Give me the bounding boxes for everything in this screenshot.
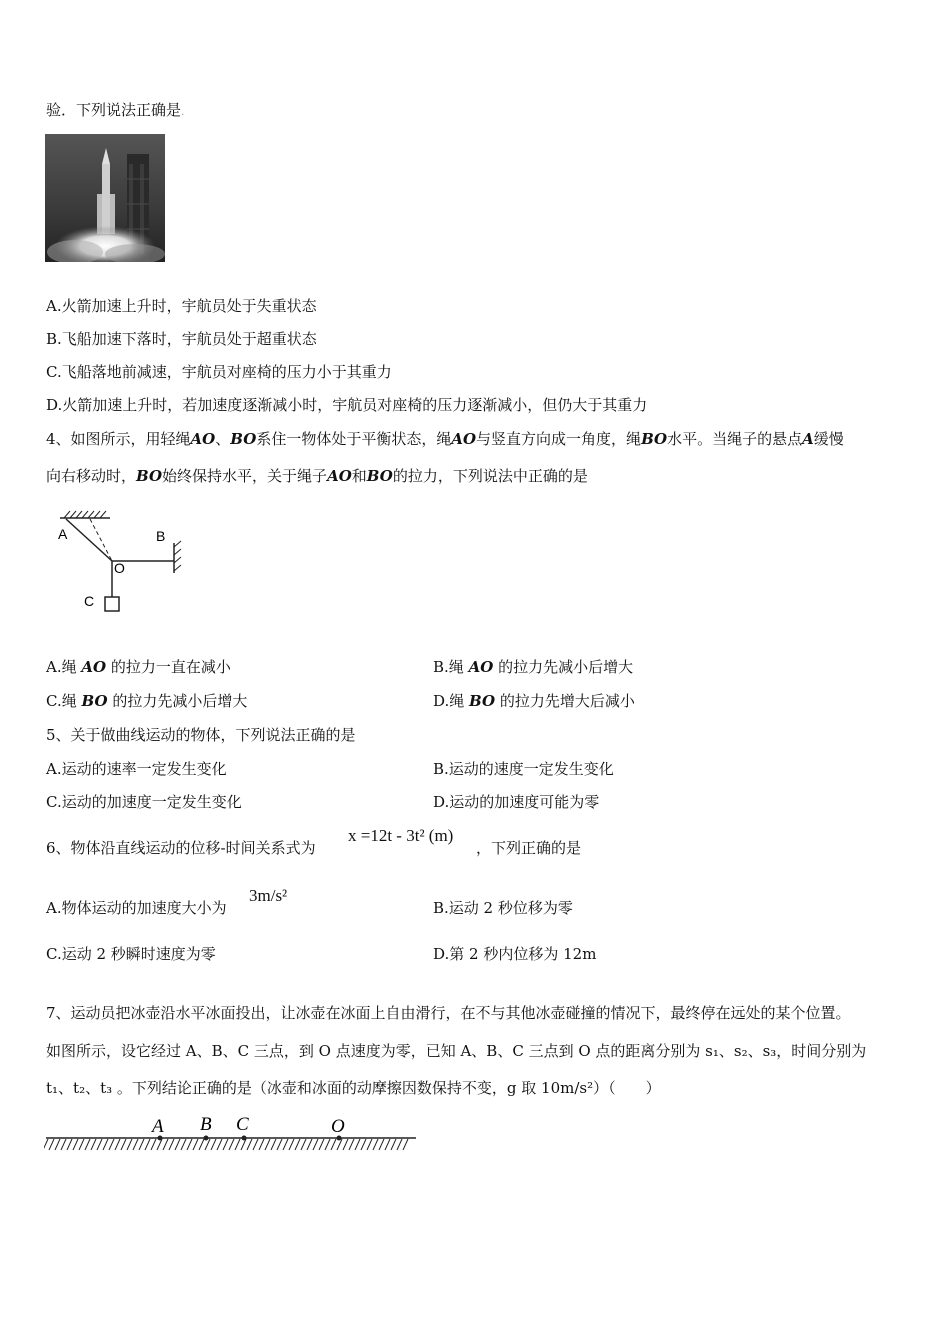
hatch-mark (181, 1139, 186, 1150)
hatch-mark (151, 1139, 156, 1150)
hatch-mark (403, 1139, 408, 1150)
hatch-mark (199, 1139, 204, 1150)
hatch-mark (187, 1139, 192, 1150)
q3-option-c: C.飞船落地前减速，宇航员对座椅的压力小于其重力 (46, 363, 392, 381)
q7-stem-line2: 如图所示，设它经过 A、B、C 三点，到 O 点速度为零，已知 A、B、C 三点到 O 点的距离分别为 s₁、s₂、s₃，时间分别为 (46, 1042, 867, 1060)
hatch-mark (223, 1139, 228, 1150)
hatch-mark (193, 1139, 198, 1150)
intro-text: 验．下列说法正确是. (46, 101, 185, 119)
hatch-mark (67, 1139, 72, 1150)
hatch-mark (361, 1139, 366, 1150)
hatch-mark (127, 1139, 132, 1150)
hatch-mark (373, 1139, 378, 1150)
hatch-mark (277, 1139, 282, 1150)
q3-option-a: A.火箭加速上升时，宇航员处于失重状态 (46, 297, 317, 315)
hatch-mark (103, 1139, 108, 1150)
q7-stem-line3: t₁、t₂、t₃ 。下列结论正确的是（冰壶和冰面的动摩擦因数保持不变，g 取 10m/s²）（ ） (46, 1079, 661, 1097)
point-c (242, 1136, 247, 1141)
label-b: B (156, 528, 166, 544)
hatch-mark (229, 1139, 234, 1150)
hatch-mark (79, 1139, 84, 1150)
hatch-mark (133, 1139, 138, 1150)
label-a: A (152, 1116, 164, 1137)
hatch-mark (337, 1139, 342, 1150)
hatch-mark (73, 1139, 78, 1150)
q4-rope-diagram (50, 505, 200, 620)
hatch-mark (367, 1139, 372, 1150)
hatch-mark (85, 1139, 90, 1150)
q5-option-d: D.运动的加速度可能为零 (433, 793, 600, 811)
hatch-mark (385, 1139, 390, 1150)
hatch-mark (307, 1139, 312, 1150)
hatch-mark (265, 1139, 270, 1150)
hatch-mark (247, 1139, 252, 1150)
q6-option-b: B.运动 2 秒位移为零 (433, 899, 573, 917)
hatch-mark (379, 1139, 384, 1150)
hatch-mark (145, 1139, 150, 1150)
hatch-mark (235, 1139, 240, 1150)
hatch-mark (157, 1139, 162, 1150)
wall-hatch (174, 541, 181, 571)
hatch-mark (163, 1139, 168, 1150)
q3-option-d: D.火箭加速上升时，若加速度逐渐减小时，宇航员对座椅的压力逐渐减小，但仍大于其重力 (46, 396, 648, 414)
label-a: A (58, 526, 68, 542)
q4-option-a: A.绳 AO 的拉力一直在减小 (46, 658, 231, 676)
hatch-mark (217, 1139, 222, 1150)
hatch-mark (91, 1139, 96, 1150)
hatch-mark (109, 1139, 114, 1150)
hatch-mark (61, 1139, 66, 1150)
hanging-block (105, 597, 119, 611)
hatch-mark (289, 1139, 294, 1150)
hatch-mark (253, 1139, 258, 1150)
hatch-mark (313, 1139, 318, 1150)
q6-option-d: D.第 2 秒内位移为 12m (433, 945, 597, 963)
q7-stem-line1: 7、运动员把冰壶沿水平冰面投出，让冰壶在冰面上自由滑行，在不与其他冰壶碰撞的情况下，最终停在远处的某个位置。 (46, 1004, 851, 1022)
hatch-mark (397, 1139, 402, 1150)
hatch-mark (391, 1139, 396, 1150)
q4-option-d: D.绳 BO 的拉力先增大后减小 (433, 692, 635, 710)
q5-stem: 5、关于做曲线运动的物体，下列说法正确的是 (46, 726, 356, 744)
hatch-mark (175, 1139, 180, 1150)
hatch-mark (115, 1139, 120, 1150)
q5-option-b: B.运动的速度一定发生变化 (433, 760, 614, 778)
q4-stem-line1: 4、如图所示，用轻绳AO、BO系住一物体处于平衡状态，绳AO与竖直方向成一角度，绳BO水平。当绳子的悬点A缓慢 (46, 430, 844, 448)
q6-stem-pre: 6、物体沿直线运动的位移-时间关系式为 (46, 839, 316, 857)
hatch-mark (211, 1139, 216, 1150)
hatch-mark (169, 1139, 174, 1150)
q3-option-b: B.飞船加速下落时，宇航员处于超重状态 (46, 330, 317, 348)
hatch-mark (331, 1139, 336, 1150)
rope-ao (66, 519, 112, 561)
hatch-mark (241, 1139, 246, 1150)
q4-stem-line2: 向右移动时，BO始终保持水平，关于绳子AO和BO的拉力，下列说法中正确的是 (46, 467, 588, 485)
point-b (204, 1136, 209, 1141)
hatch-mark (349, 1139, 354, 1150)
ice-hatch (44, 1139, 408, 1150)
hatch-mark (259, 1139, 264, 1150)
label-o: O (114, 560, 125, 576)
q5-option-c: C.运动的加速度一定发生变化 (46, 793, 242, 811)
ceiling-hatch (64, 511, 106, 518)
q6-option-a-value: 3m/s² (249, 886, 288, 905)
hatch-mark (319, 1139, 324, 1150)
label-c: C (236, 1114, 249, 1135)
hatch-mark (139, 1139, 144, 1150)
rocket-launch-photo (45, 134, 165, 262)
q6-option-c: C.运动 2 秒瞬时速度为零 (46, 945, 216, 963)
hatch-mark (121, 1139, 126, 1150)
q6-stem-post: ，下列正确的是 (476, 839, 582, 857)
q6-formula: x =12t - 3t² (m) (348, 826, 454, 845)
hatch-mark (271, 1139, 276, 1150)
label-b: B (200, 1114, 212, 1135)
hatch-mark (55, 1139, 60, 1150)
hatch-mark (355, 1139, 360, 1150)
q6-option-a: A.物体运动的加速度大小为 (46, 899, 227, 917)
q4-option-c: C.绳 BO 的拉力先减小后增大 (46, 692, 248, 710)
q5-option-a: A.运动的速率一定发生变化 (46, 760, 227, 778)
hatch-mark (283, 1139, 288, 1150)
hatch-mark (301, 1139, 306, 1150)
q7-ice-diagram (44, 1110, 419, 1156)
hatch-mark (205, 1139, 210, 1150)
hatch-mark (343, 1139, 348, 1150)
rope-ao-moved (90, 519, 112, 561)
hatch-mark (44, 1139, 48, 1150)
hatch-mark (49, 1139, 54, 1150)
hatch-mark (325, 1139, 330, 1150)
hatch-mark (97, 1139, 102, 1150)
label-o: O (331, 1116, 345, 1137)
label-c: C (84, 593, 95, 609)
q4-option-b: B.绳 AO 的拉力先减小后增大 (433, 658, 634, 676)
hatch-mark (295, 1139, 300, 1150)
